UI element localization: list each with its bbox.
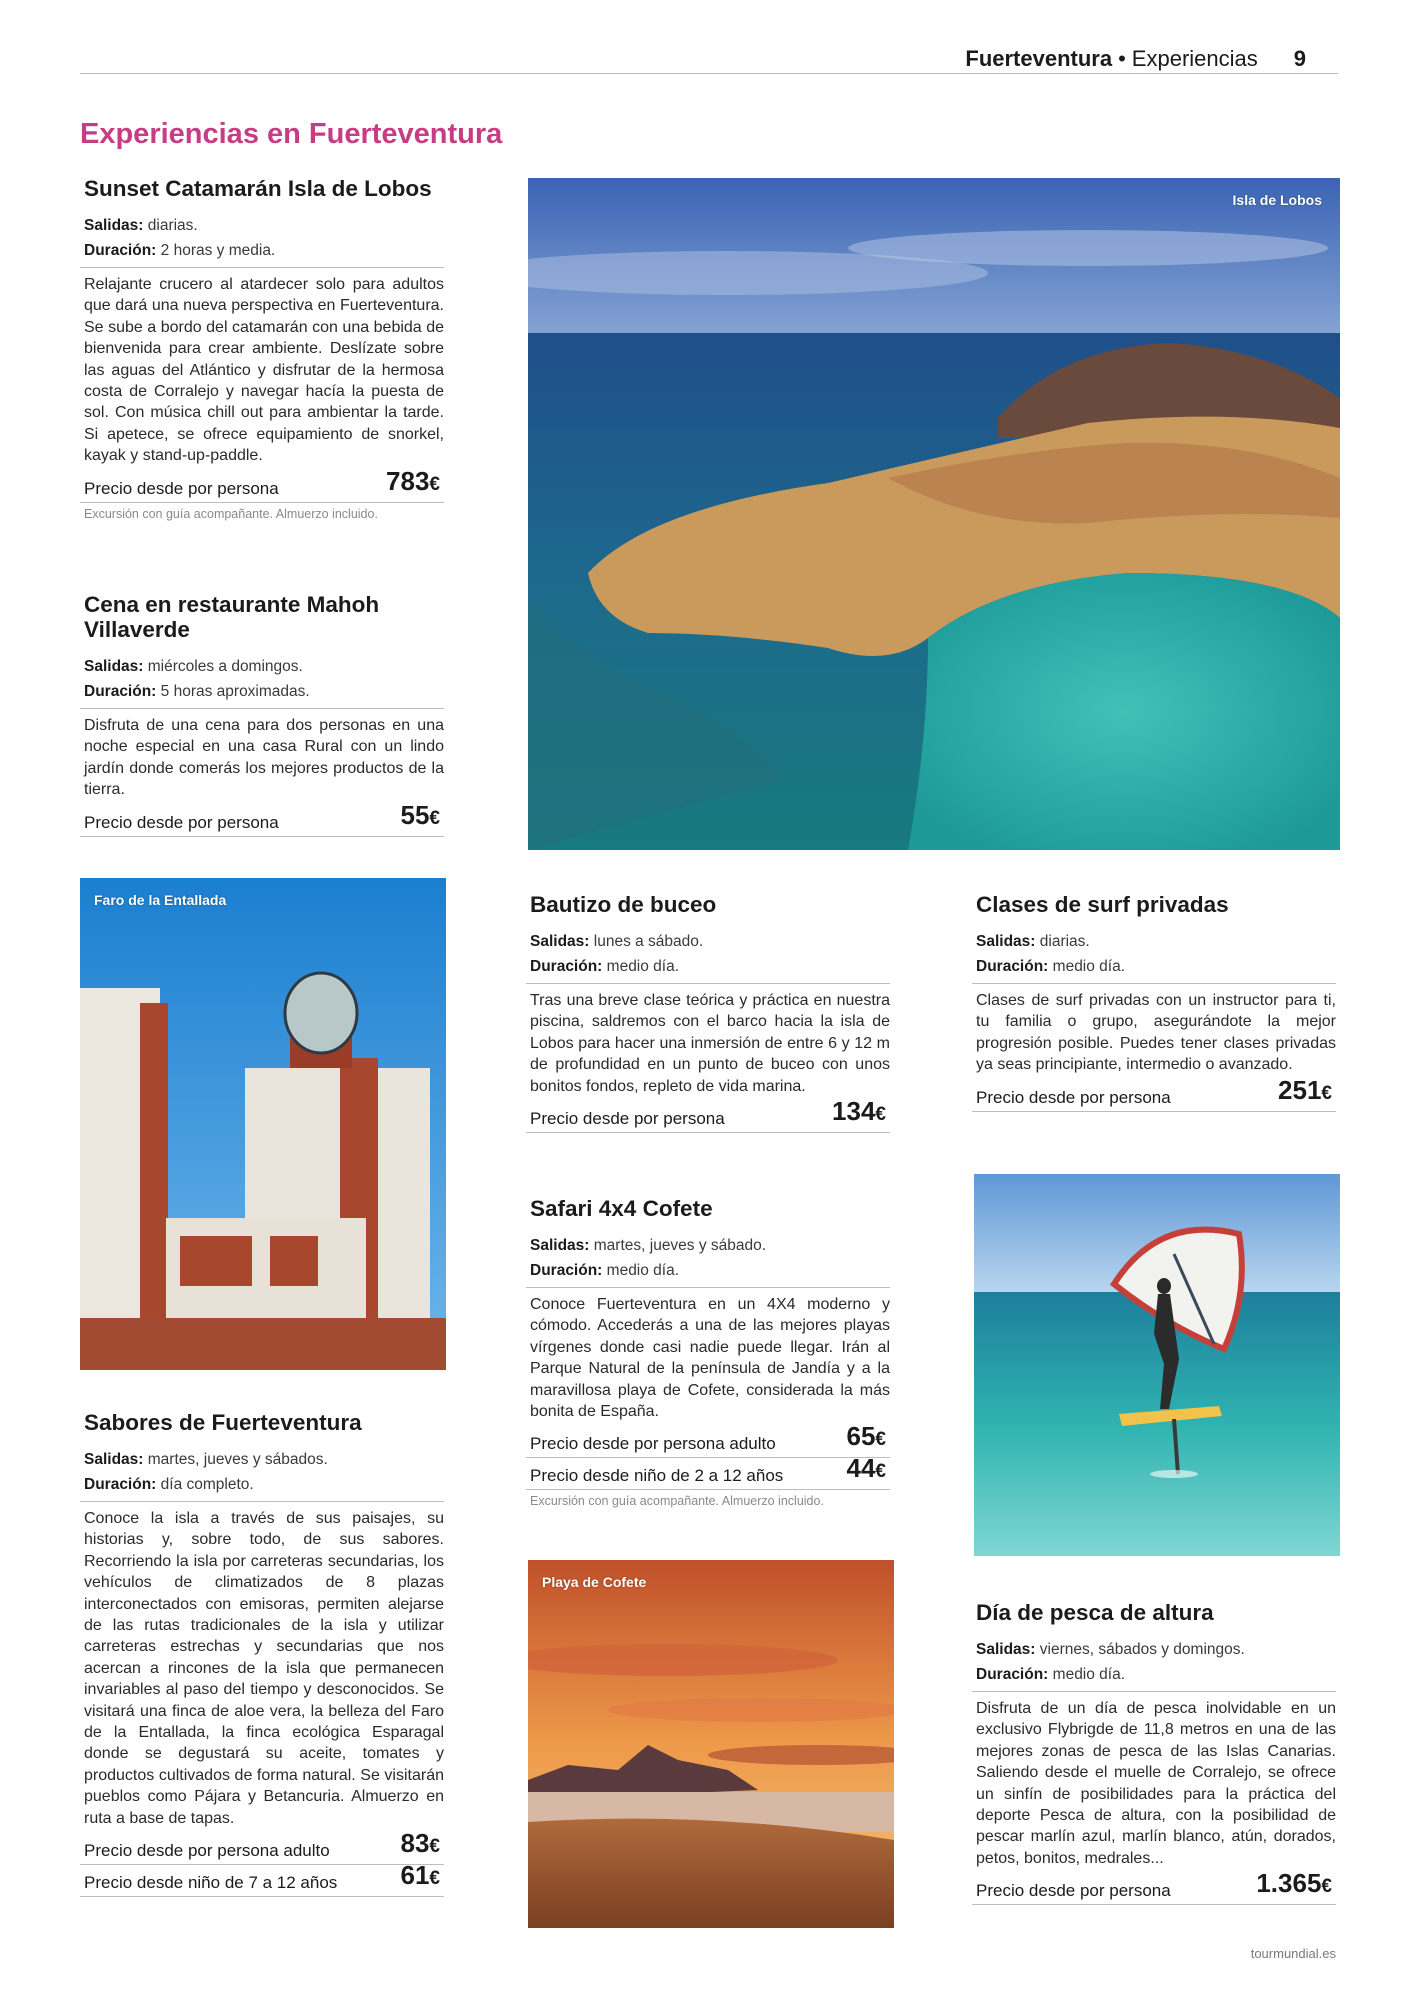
experience-note: Excursión con guía acompañante. Almuerzo incluido. bbox=[530, 1494, 824, 1509]
duration-line bbox=[84, 1472, 444, 1497]
isla-de-lobos-illustration bbox=[528, 178, 1340, 850]
duration-label: Duración: bbox=[976, 1666, 1049, 1683]
price-row-child bbox=[80, 1860, 444, 1897]
price-value: 83 bbox=[400, 1828, 430, 1859]
price-label: Precio desde por persona bbox=[84, 478, 279, 498]
price-amount bbox=[386, 467, 440, 499]
faro-illustration bbox=[80, 878, 446, 1370]
price-amount bbox=[1256, 1869, 1332, 1901]
divider bbox=[526, 1287, 890, 1288]
duration-line bbox=[84, 238, 444, 263]
experience-title: Safari 4x4 Cofete bbox=[530, 1196, 713, 1221]
experience-mahoh bbox=[80, 592, 444, 837]
price-label: Precio desde por persona adulto bbox=[530, 1434, 776, 1454]
experience-description: Disfruta de una cena para dos personas en una noche especial en una casa Rural con un lindo jardín donde comerás los mejores productos de la tierra. bbox=[84, 717, 444, 799]
experience-pesca bbox=[972, 1600, 1336, 1905]
price-value: 55 bbox=[400, 799, 430, 830]
header-brand: Fuerteventura bbox=[965, 46, 1113, 71]
price-amount bbox=[401, 1829, 441, 1861]
experience-note: Excursión con guía acompañante. Almuerzo incluido. bbox=[84, 506, 378, 521]
departures-label: Salidas: bbox=[530, 1237, 590, 1254]
currency-symbol: € bbox=[429, 807, 440, 829]
image-caption: Faro de la Entallada bbox=[94, 892, 227, 908]
duration-label: Duración: bbox=[976, 958, 1049, 975]
experience-description: Disfruta de un día de pesca inolvidable en un exclusivo Flybrigde de 11,8 metros en una de las mejores zonas de pesca de las Islas Canarias. Saliendo desde el muelle de Corralejo, se ofrece un sinfín de posibilidades para la práctica del deporte Pesca de altura, con la posibilidad de pescar marlín azul, marlín blanco, atún, dorados, petos, bonitos, medrales... bbox=[976, 1700, 1336, 1867]
experience-buceo bbox=[526, 892, 890, 1133]
playa-de-cofete-photo bbox=[528, 1560, 894, 1928]
experience-title: Día de pesca de altura bbox=[976, 1600, 1214, 1625]
departures-line bbox=[530, 1233, 890, 1258]
experience-description: Relajante crucero al atardecer solo para adultos que dará una nueva perspectiva en Fuerteventura. Se sube a bordo del catamarán con una bebida de bienvenida para crear ambiente. Deslízate sobre las aguas del Atlántico y disfrutar de la hermosa costa de Corralejo y navegar hacía la puesta de sol. Con música chill out para ambientar la tarde. Si apetece, se ofrece equipamiento de snorkel, kayak y stand-up-paddle. bbox=[84, 276, 444, 465]
price-label: Precio desde niño de 2 a 12 años bbox=[530, 1466, 784, 1486]
departures-value: martes, jueves y sábado. bbox=[593, 1237, 767, 1254]
currency-symbol: € bbox=[1321, 1876, 1332, 1898]
price-label: Precio desde por persona bbox=[976, 1087, 1171, 1107]
header-divider bbox=[80, 73, 1338, 74]
duration-value: 5 horas aproximadas. bbox=[160, 683, 310, 700]
price-row-adult bbox=[526, 1421, 890, 1458]
duration-value: medio día. bbox=[1052, 958, 1126, 975]
duration-line bbox=[976, 954, 1336, 979]
experience-title: Sunset Catamarán Isla de Lobos bbox=[84, 176, 432, 201]
price-value: 251 bbox=[1278, 1074, 1322, 1105]
price-value: 61 bbox=[400, 1860, 430, 1891]
price-amount bbox=[401, 801, 441, 833]
duration-line bbox=[530, 954, 890, 979]
duration-value: día completo. bbox=[160, 1476, 254, 1493]
price-value: 783 bbox=[386, 465, 430, 496]
experience-title: Clases de surf privadas bbox=[976, 892, 1229, 917]
price-amount bbox=[832, 1097, 886, 1129]
departures-line bbox=[976, 929, 1336, 954]
footer-website-link[interactable]: tourmundial.es bbox=[1250, 1946, 1336, 1961]
currency-symbol: € bbox=[1321, 1082, 1332, 1104]
price-value: 1.365 bbox=[1256, 1868, 1322, 1899]
divider bbox=[972, 1691, 1336, 1692]
duration-line bbox=[976, 1662, 1336, 1687]
duration-label: Duración: bbox=[84, 242, 157, 259]
price-label: Precio desde por persona adulto bbox=[84, 1841, 330, 1861]
departures-line bbox=[976, 1637, 1336, 1662]
duration-value: medio día. bbox=[606, 958, 680, 975]
experience-description: Tras una breve clase teórica y práctica en nuestra piscina, saldremos con el barco hacia la isla de Lobos para hacer una inmersión de entre 6 y 12 m de profundidad en un punto de buceo con unos bonitos fondos, repleto de vida marina. bbox=[530, 992, 890, 1095]
duration-label: Duración: bbox=[530, 1262, 603, 1279]
experience-safari bbox=[526, 1196, 890, 1508]
price-row bbox=[526, 1096, 890, 1133]
divider bbox=[80, 267, 444, 268]
departures-value: miércoles a domingos. bbox=[147, 658, 303, 675]
departures-line bbox=[84, 213, 444, 238]
image-caption: Isla de Lobos bbox=[1232, 192, 1322, 208]
departures-label: Salidas: bbox=[976, 933, 1036, 950]
wing-surfer-illustration bbox=[974, 1174, 1340, 1556]
wing-surfer-photo bbox=[974, 1174, 1340, 1556]
price-amount bbox=[401, 1861, 441, 1893]
departures-label: Salidas: bbox=[530, 933, 590, 950]
price-value: 65 bbox=[846, 1421, 876, 1452]
experience-catamaran bbox=[80, 176, 444, 521]
duration-line bbox=[530, 1258, 890, 1283]
divider bbox=[972, 983, 1336, 984]
price-row bbox=[972, 1074, 1336, 1112]
running-header bbox=[965, 46, 1306, 72]
departures-line bbox=[84, 1447, 444, 1472]
departures-value: diarias. bbox=[1039, 933, 1090, 950]
duration-label: Duración: bbox=[84, 683, 157, 700]
isla-de-lobos-photo bbox=[528, 178, 1340, 850]
departures-line bbox=[84, 654, 444, 679]
price-label: Precio desde por persona bbox=[84, 812, 279, 832]
price-row-child bbox=[526, 1453, 890, 1490]
departures-line bbox=[530, 929, 890, 954]
price-amount bbox=[1278, 1076, 1332, 1108]
experience-description: Conoce la isla a través de sus paisajes, su historias y, sobre todo, de sus sabores. Recorriendo la isla por carreteras secundarias, los vehículos de climatizados de 8 plazas interconectados con emisoras, permiten alejarse de las rutas tradicionales de la isla y utilizar carreteras estrechas y secundarias que nos acercan a rincones de la isla que permanecen invariables al paso del tiempo y desconocidos. Se visitará una finca de aloe vera, la belleza del Faro de la Entallada, la finca ecológica Esparagal donde se degustará su aceite, tomates y productos cultivados de forma natural. Se visitarán pueblos como Pájara y Betancuria. Almuerzo en ruta a base de tapas. bbox=[84, 1510, 444, 1827]
departures-label: Salidas: bbox=[976, 1641, 1036, 1658]
image-caption: Playa de Cofete bbox=[542, 1574, 647, 1590]
price-value: 44 bbox=[846, 1453, 876, 1484]
currency-symbol: € bbox=[875, 1429, 886, 1451]
currency-symbol: € bbox=[429, 1868, 440, 1890]
price-label: Precio desde niño de 7 a 12 años bbox=[84, 1873, 338, 1893]
currency-symbol: € bbox=[875, 1461, 886, 1483]
duration-label: Duración: bbox=[84, 1476, 157, 1493]
divider bbox=[526, 983, 890, 984]
experience-description: Clases de surf privadas con un instructor para ti, tu familia o grupo, asegurándote la mejor progresión posible. Puedes tener clases privadas ya seas principiante, intermedio o avanzado. bbox=[976, 992, 1336, 1074]
departures-value: diarias. bbox=[147, 217, 198, 234]
duration-value: medio día. bbox=[606, 1262, 680, 1279]
departures-label: Salidas: bbox=[84, 217, 144, 234]
departures-label: Salidas: bbox=[84, 658, 144, 675]
price-row bbox=[972, 1868, 1336, 1905]
cofete-illustration bbox=[528, 1560, 894, 1928]
currency-symbol: € bbox=[875, 1104, 886, 1126]
departures-value: martes, jueves y sábados. bbox=[147, 1451, 328, 1468]
divider bbox=[80, 708, 444, 709]
experience-title: Bautizo de buceo bbox=[530, 892, 717, 917]
price-amount bbox=[847, 1422, 887, 1454]
divider bbox=[80, 1501, 444, 1502]
price-row bbox=[80, 465, 444, 503]
header-section: Experiencias bbox=[1131, 46, 1258, 71]
currency-symbol: € bbox=[429, 473, 440, 495]
duration-label: Duración: bbox=[530, 958, 603, 975]
experience-title: Cena en restaurante Mahoh Villaverde bbox=[84, 592, 380, 642]
price-label: Precio desde por persona bbox=[976, 1881, 1171, 1901]
page-number: 9 bbox=[1293, 46, 1306, 71]
duration-value: medio día. bbox=[1052, 1666, 1126, 1683]
faro-de-la-entallada-photo bbox=[80, 878, 446, 1370]
experience-surf bbox=[972, 892, 1336, 1112]
price-amount bbox=[847, 1454, 887, 1486]
price-label: Precio desde por persona bbox=[530, 1109, 725, 1129]
duration-line bbox=[84, 679, 444, 704]
experience-description: Conoce Fuerteventura en un 4X4 moderno y cómodo. Accederás a una de las mejores playas vírgenes donde casi nadie puede llegar. Irán al Parque Natural de la península de Jandía y a la maravillosa playa de Cofete, considerada la más bonita de España. bbox=[530, 1296, 890, 1421]
price-value: 134 bbox=[832, 1096, 876, 1127]
departures-label: Salidas: bbox=[84, 1451, 144, 1468]
header-separator: • bbox=[1118, 46, 1126, 71]
price-row-adult bbox=[80, 1828, 444, 1865]
duration-value: 2 horas y media. bbox=[160, 242, 276, 259]
currency-symbol: € bbox=[429, 1836, 440, 1858]
departures-value: lunes a sábado. bbox=[593, 933, 704, 950]
experience-title: Sabores de Fuerteventura bbox=[84, 1410, 362, 1435]
page-title: Experiencias en Fuerteventura bbox=[80, 118, 503, 150]
experience-sabores bbox=[80, 1410, 444, 1897]
departures-value: viernes, sábados y domingos. bbox=[1039, 1641, 1245, 1658]
price-row bbox=[80, 799, 444, 837]
